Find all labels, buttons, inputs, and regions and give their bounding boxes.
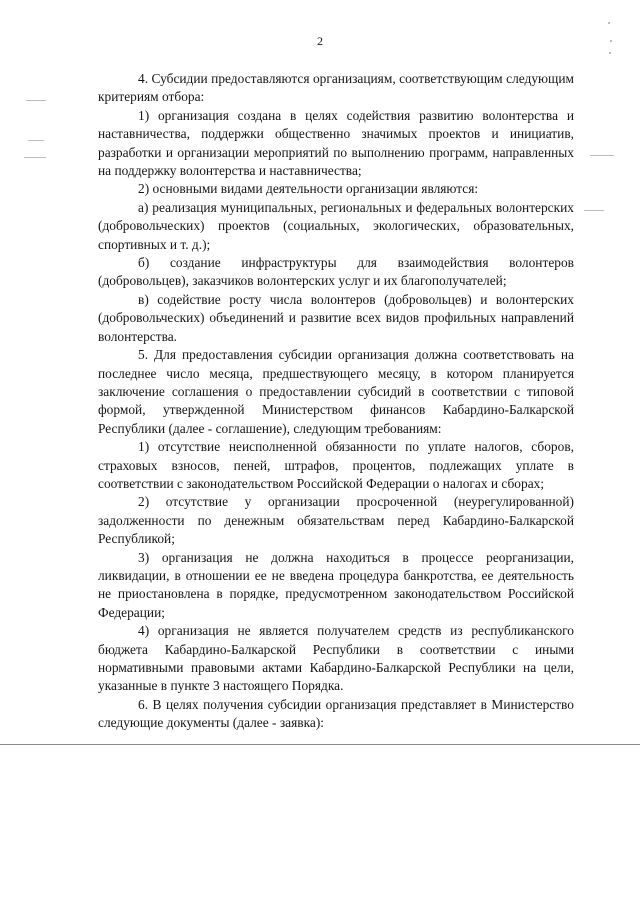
document-body	[98, 70, 574, 733]
paragraph: 2) основными видами деятельности организации являются:	[138, 181, 479, 197]
paragraph: 5. Для предоставления субсидии организация должна соответствовать на последнее число месяца, предшествующего месяцу, в котором планируется заключение соглашения о предоставлении субсидий в соответствии с типовой формой, утвержденной Министерством финансов Кабардино-Балкарской Республики (далее - соглашение), следующим требованиям:	[98, 347, 574, 436]
paragraph: 1) отсутствие неисполненной обязанности по уплате налогов, сборов, страховых взносов, пеней, штрафов, процентов, подлежащих уплате в соответствии с законодательством Российской Федерации о налогах и сборах;	[98, 439, 574, 491]
scan-artifact	[610, 40, 612, 42]
paragraph: а) реализация муниципальных, региональных и федеральных волонтерских (добровольческих) проектов (социальных, экологических, образовательных, спортивных и т. д.);	[98, 199, 574, 252]
paragraph: 1) организация создана в целях содействия развитию волонтерства и наставничества, поддержки общественно значимых проектов и инициатив, разработки и организации мероприятий по выполнению программ, направленных на поддержку волонтерства и наставничества;	[98, 107, 574, 179]
scan-artifact	[24, 157, 46, 158]
scan-artifact	[28, 140, 44, 141]
page-number: 2	[317, 34, 323, 48]
scan-artifact	[584, 210, 604, 211]
paragraph: 6. В целях получения субсидии организация представляет в Министерство следующие документы (далее - заявка):	[98, 696, 574, 731]
paragraph: 3) организация не должна находиться в процессе реорганизации, ликвидации, в отношении ее не введена процедура банкротства, ее деятельность не приостановлена в порядке, предусмотренном законодательством Российской Федерации;	[98, 549, 574, 620]
scan-artifact	[608, 22, 610, 24]
paragraph: 4) организация не является получателем средств из республиканского бюджета Кабардино-Балкарской Республики в соответствии с иными нормативными правовыми актами Кабардино-Балкарской Республики на цели, указанные в пункте 3 настоящего Порядка.	[98, 623, 574, 694]
paragraph: 4. Субсидии предоставляются организациям, соответствующим следующим критериям отбора:	[98, 71, 574, 105]
scan-artifact	[590, 155, 614, 156]
scan-line	[0, 744, 640, 745]
scan-artifact	[26, 100, 46, 101]
paragraph: в) содействие росту числа волонтеров (добровольцев) и волонтерских (добровольческих) объединений и развитие всех видов профильных направлений волонтерства.	[98, 291, 574, 344]
scan-artifact	[609, 52, 611, 54]
paragraph: б) создание инфраструктуры для взаимодействия волонтеров (добровольцев), заказчиков волонтерских услуг и их благополучателей;	[98, 255, 574, 289]
paragraph: 2) отсутствие у организации просроченной (неурегулированной) задолженности по денежным обязательствам перед Кабардино-Балкарской Республикой;	[98, 494, 574, 547]
